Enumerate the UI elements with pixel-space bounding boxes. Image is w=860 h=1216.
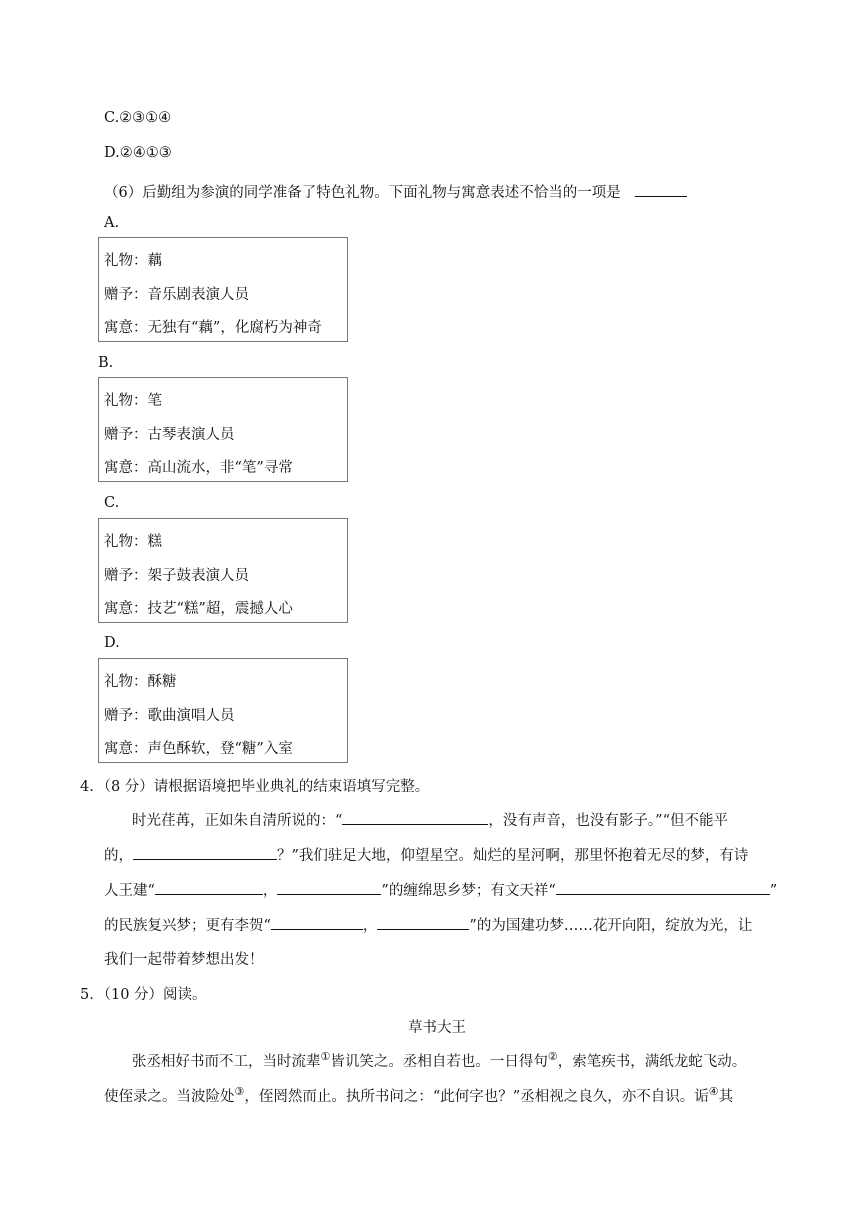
footnote-marker: ④ <box>708 1085 719 1098</box>
passage-text: 张丞相好书而不工，当时流辈 <box>132 1054 321 1070</box>
passage-line-1 <box>132 1050 746 1071</box>
meaning-line: 寓意：声色酥软，登“糖”入室 <box>104 741 293 757</box>
answer-blank[interactable] <box>556 878 770 895</box>
q4-text: ， <box>262 883 278 899</box>
option-c-order: C.②③①④ <box>104 110 172 126</box>
meaning-line: 寓意：无独有“藕”，化腐朽为神奇 <box>104 320 322 336</box>
footnote-marker: ② <box>547 1050 558 1063</box>
q4-text: 人王建“ <box>104 883 155 899</box>
option-c-label: C. <box>104 495 120 511</box>
answer-blank[interactable] <box>133 843 277 860</box>
q4-line-5: 我们一起带着梦想出发！ <box>104 952 264 968</box>
meaning-line: 寓意：技艺“糕”超，震撼人心 <box>104 601 293 617</box>
footnote-marker: ③ <box>234 1085 245 1098</box>
passage-line-2 <box>104 1085 733 1106</box>
recipient-line: 赠予：音乐剧表演人员 <box>104 287 249 303</box>
passage-text: 使侄录之。当波险处 <box>104 1089 235 1105</box>
gift-line: 礼物：糕 <box>104 534 162 550</box>
sub-question-6 <box>104 180 687 202</box>
option-b-label: B. <box>98 355 114 371</box>
footnote-marker: ① <box>320 1050 331 1063</box>
answer-blank[interactable] <box>271 913 363 930</box>
q4-text: ，没有声音，也没有影子。”“但不能平 <box>488 813 728 829</box>
option-b-box <box>98 377 348 482</box>
recipient-line: 赠予：歌曲演唱人员 <box>104 708 235 724</box>
option-d-label: D. <box>104 635 120 651</box>
q4-text: ？”我们驻足大地，仰望星空。灿烂的星河啊，那里怀抱着无尽的梦，有诗 <box>277 848 749 864</box>
option-a-box <box>98 237 348 342</box>
recipient-line: 赠予：古琴表演人员 <box>104 427 235 443</box>
answer-blank[interactable] <box>377 913 469 930</box>
q4-line-2 <box>104 843 748 865</box>
option-c-box <box>98 518 348 623</box>
q4-text: ”的为国建功梦……花开向阳，绽放为光，让 <box>469 918 753 934</box>
gift-line: 礼物：藕 <box>104 253 162 269</box>
option-a-label: A. <box>104 215 120 231</box>
q4-text: 的， <box>104 848 133 864</box>
answer-blank[interactable] <box>635 180 687 197</box>
meaning-line: 寓意：高山流水，非“笔”寻常 <box>104 460 293 476</box>
passage-text: 皆讥笑之。丞相自若也。一日得句 <box>330 1054 548 1070</box>
sub-question-6-text: （6）后勤组为参演的同学准备了特色礼物。下面礼物与寓意表述不恰当的一项是 <box>104 185 621 201</box>
question-4-header: 4．（8 分）请根据语境把毕业典礼的结束语填写完整。 <box>80 779 430 795</box>
option-d-box <box>98 658 348 763</box>
passage-text: 其 <box>718 1089 734 1105</box>
question-5-header: 5．（10 分）阅读。 <box>80 987 207 1003</box>
passage-text: ，索笔疾书，满纸龙蛇飞动。 <box>557 1054 747 1070</box>
q4-text: ”的缠绵思乡梦；有文天祥“ <box>381 883 556 899</box>
q4-line-4 <box>104 913 752 935</box>
answer-blank[interactable] <box>155 878 263 895</box>
q4-text: 的民族复兴梦；更有李贺“ <box>104 918 271 934</box>
passage-text: ，侄罔然而止。执所书问之：“此何字也？”丞相视之良久，亦不自识。诟 <box>244 1089 709 1105</box>
q4-line-1 <box>132 808 728 830</box>
answer-blank[interactable] <box>277 878 381 895</box>
q4-text: ” <box>769 883 778 899</box>
recipient-line: 赠予：架子鼓表演人员 <box>104 568 249 584</box>
q4-text: ， <box>362 918 378 934</box>
q4-text: 时光荏苒，正如朱自清所说的：“ <box>132 813 343 829</box>
passage-title: 草书大王 <box>408 1020 466 1036</box>
gift-line: 礼物：酥糖 <box>104 674 177 690</box>
gift-line: 礼物：笔 <box>104 393 162 409</box>
option-d-order: D.②④①③ <box>104 145 172 161</box>
answer-blank[interactable] <box>342 808 488 825</box>
q4-line-3 <box>104 878 777 900</box>
